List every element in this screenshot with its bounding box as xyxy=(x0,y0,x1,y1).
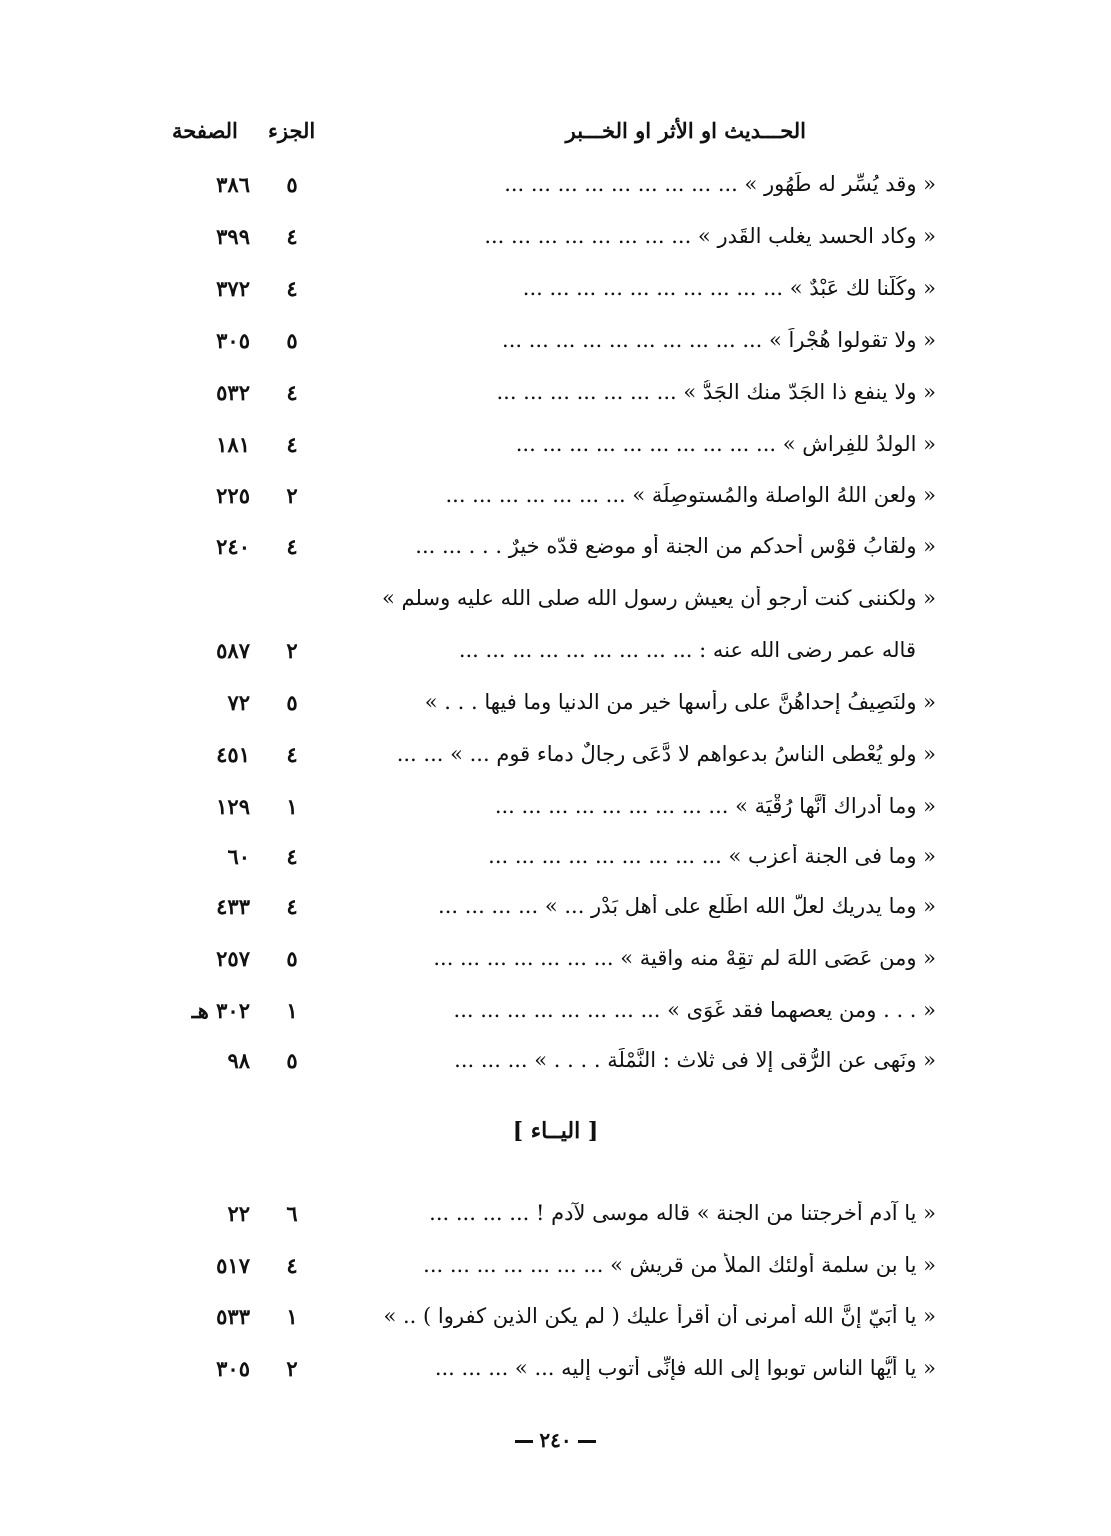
column-header xyxy=(0,112,1111,152)
hadith-text: « ونَهى عن الرُّقى إلا فى ثلاث : النَّمْلَة . . . . » ... ... ... xyxy=(454,1048,936,1072)
index-row xyxy=(0,1247,1111,1287)
index-row xyxy=(0,992,1111,1032)
index-row xyxy=(0,270,1111,310)
hadith-text: « ولكننى كنت أرجو أن يعيش رسول الله صلى الله عليه وسلم » xyxy=(382,586,936,610)
part-number: ٤ xyxy=(286,844,298,869)
page-ref: ٩٨ xyxy=(227,1048,250,1073)
index-row xyxy=(0,580,1111,620)
hadith-text: « وقد يُسِّر له طَهُور » ... ... ... ... ... ... ... ... ... xyxy=(504,172,936,196)
index-row xyxy=(0,940,1111,980)
page-ref: ١٨١ xyxy=(216,432,250,457)
index-row xyxy=(0,788,1111,828)
index-row xyxy=(0,477,1111,517)
hadith-text: قاله عمر رضى الله عنه : ... ... ... ... ... ... ... ... ... xyxy=(458,638,916,662)
index-row xyxy=(0,684,1111,724)
part-number: ٤ xyxy=(286,534,298,559)
page-number xyxy=(0,1428,1111,1452)
dash-right xyxy=(515,1440,533,1443)
part-number: ٦ xyxy=(286,1201,298,1226)
part-number: ١ xyxy=(286,794,298,819)
hadith-text: « . . . ومن يعصهما فقد غَوَى » ... ... ... ... ... ... ... ... xyxy=(453,998,936,1022)
hadith-text: « يا أُبَيّ إنَّ الله أمرنى أن أقرأ عليك ( لم يكن الذين كفروا ) .. » xyxy=(383,1304,936,1328)
index-row xyxy=(0,426,1111,466)
part-number: ٤ xyxy=(286,432,298,457)
index-row xyxy=(0,1350,1111,1390)
hadith-text: « وكاد الحسد يغلب القَدر » ... ... ... ... ... ... ... ... xyxy=(484,224,936,248)
part-number: ٢ xyxy=(286,483,298,508)
index-row xyxy=(0,374,1111,414)
page-ref: ١٢٩ xyxy=(216,794,250,819)
hadith-text: « يا آدم أخرجتنا من الجنة » قاله موسى لآدم ! ... ... ... ... xyxy=(429,1201,936,1225)
page-ref: ٧٢ xyxy=(227,690,250,715)
page-ref: ٢٢٥ xyxy=(216,483,250,508)
header-hadith-column: الحـــديث او الأثر او الخـــبر xyxy=(565,118,806,143)
page-ref: ٢٤٠ xyxy=(216,534,250,559)
index-row xyxy=(0,1042,1111,1082)
index-row xyxy=(0,218,1111,258)
hadith-text: « يا بن سلمة أُولئك الملأُ من قريش » ... ... ... ... ... ... ... xyxy=(423,1253,936,1277)
index-row xyxy=(0,322,1111,362)
page-ref: ٣٠٢ هـ xyxy=(191,998,250,1023)
header-part-column: الجزء xyxy=(268,118,316,143)
hadith-text: « الولدُ للفِراش » ... ... ... ... ... ... ... ... ... ... xyxy=(515,432,936,456)
part-number: ٥ xyxy=(286,172,298,197)
part-number: ٥ xyxy=(286,1048,298,1073)
part-number: ٥ xyxy=(286,946,298,971)
page-ref: ٥١٧ xyxy=(216,1253,250,1278)
hadith-text: « وكُلُّنا لك عَبْدٌ » ... ... ... ... ... ... ... ... ... ... xyxy=(522,276,936,300)
page-ref: ٤٥١ xyxy=(216,742,250,767)
page-ref: ٥٣٢ xyxy=(216,380,250,405)
page-ref: ٢٥٧ xyxy=(216,946,250,971)
page-ref: ٣٩٩ xyxy=(216,224,250,249)
part-number: ١ xyxy=(286,998,298,1023)
hadith-text: « ولو يُعْطى الناسُ بدعواهم لا دَّعَى رجالٌ دماء قوم ... » ... ... xyxy=(396,742,936,766)
page-ref: ٥٨٧ xyxy=(216,638,250,663)
part-number: ٤ xyxy=(286,380,298,405)
index-row xyxy=(0,632,1111,672)
index-row xyxy=(0,736,1111,776)
hadith-text: « ولنَصِيفُ إحداهُنَّ على رأسها خير من الدنيا وما فيها . . . » xyxy=(424,690,936,714)
hadith-text: « ومن عَصَى اللهَ لم تقِهْ منه واقية » ... ... ... ... ... ... ... xyxy=(433,946,936,970)
index-row xyxy=(0,528,1111,568)
part-number: ٥ xyxy=(286,690,298,715)
hadith-text: « وما يدريك لعلّ الله اطَّلع على أهل بَدْر ... » ... ... ... ... xyxy=(438,894,936,918)
part-number: ١ xyxy=(286,1304,298,1329)
page-ref: ٦٠ xyxy=(227,844,250,869)
part-number: ٤ xyxy=(286,224,298,249)
part-number: ٢ xyxy=(286,638,298,663)
index-row xyxy=(0,1195,1111,1235)
page-ref: ٢٢ xyxy=(227,1201,250,1226)
part-number: ٤ xyxy=(286,1253,298,1278)
index-row xyxy=(0,1298,1111,1338)
index-row xyxy=(0,166,1111,206)
part-number: ٤ xyxy=(286,742,298,767)
hadith-text: « يا أيُّها الناس توبوا إلى الله فإنِّى أتوب إليه ... » ... ... ... xyxy=(434,1356,936,1380)
page-ref: ٣٨٦ xyxy=(216,172,250,197)
hadith-text: « ولا ينفع ذا الجَدّ منك الجَدُّ » ... ... ... ... ... ... ... xyxy=(496,380,936,404)
part-number: ٥ xyxy=(286,328,298,353)
page-ref: ٣٠٥ xyxy=(216,328,250,353)
page-ref: ٤٣٣ xyxy=(216,894,250,919)
hadith-text: « ولقابُ قوْس أحدكم من الجنة أو موضع قدّه خيرٌ . . . ... ... xyxy=(415,534,936,558)
index-row xyxy=(0,888,1111,928)
page-ref: ٣٧٢ xyxy=(216,276,250,301)
dash-left xyxy=(578,1440,596,1443)
part-number: ٤ xyxy=(286,276,298,301)
hadith-text: « ولعن اللهُ الواصلة والمُستوصِلَة » ... ... ... ... ... ... ... xyxy=(445,483,936,507)
hadith-text: « وما فى الجنة أعزب » ... ... ... ... ... ... ... ... ... xyxy=(488,844,936,868)
page-ref: ٥٣٣ xyxy=(216,1304,250,1329)
hadith-text: « ولا تقولوا هُجْراً » ... ... ... ... ... ... ... ... ... ... xyxy=(502,328,936,352)
hadith-text: « وما أدراك أنَّها رُقْيَة » ... ... ... ... ... ... ... ... ... xyxy=(494,794,936,818)
header-page-column: الصفحة xyxy=(172,118,238,143)
page-ref: ٣٠٥ xyxy=(216,1356,250,1381)
part-number: ٤ xyxy=(286,894,298,919)
part-number: ٢ xyxy=(286,1356,298,1381)
page-number-text: ٢٤٠ xyxy=(539,1428,572,1452)
section-title: [ اليــاء ] xyxy=(512,1118,599,1144)
index-row xyxy=(0,838,1111,878)
